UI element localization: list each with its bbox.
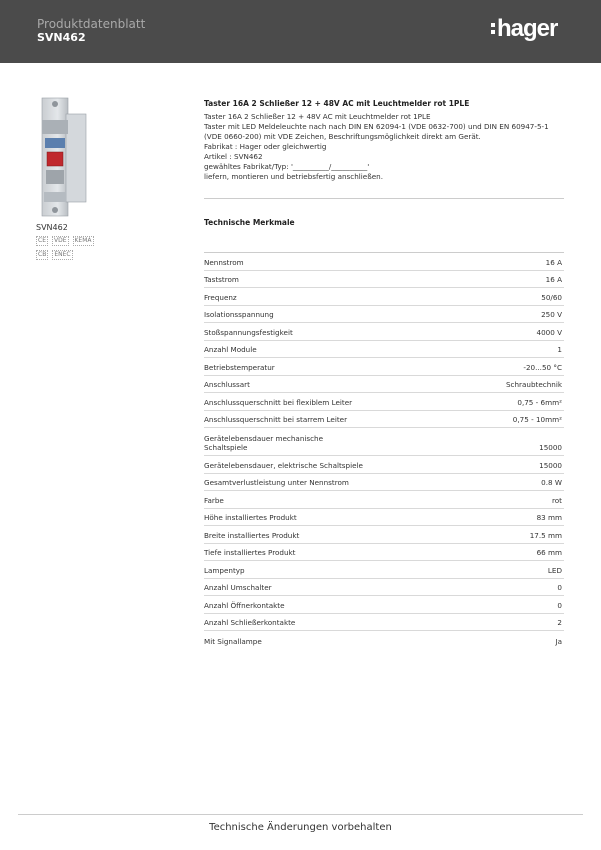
description-line: Fabrikat : Hager oder gleichwertig xyxy=(204,142,327,151)
spec-value: 0.8 W xyxy=(541,478,562,487)
spec-label: Nennstrom xyxy=(204,257,244,267)
table-row xyxy=(204,526,564,544)
spec-value: 2 xyxy=(557,618,562,627)
spec-label: Taststrom xyxy=(204,275,239,284)
table-row xyxy=(204,271,564,289)
spec-value: 15000 xyxy=(539,460,562,470)
spec-value: 16 A xyxy=(545,275,562,284)
spec-label: Anzahl Schließerkontakte xyxy=(204,618,296,627)
cb-mark-icon: CB xyxy=(38,251,47,258)
table-row xyxy=(204,253,564,271)
ce-mark-icon: CE xyxy=(38,237,46,244)
logo-mark-icon xyxy=(491,20,495,38)
spec-label: Isolationsspannung xyxy=(204,310,274,319)
vde-mark-icon: VDE xyxy=(53,237,67,244)
table-row xyxy=(204,544,564,562)
product-title: Taster 16A 2 Schließer 12 + 48V AC mit Leuchtmelder rot 1PLE xyxy=(204,99,470,108)
spec-value: LED xyxy=(547,565,562,575)
table-row xyxy=(204,474,564,492)
spec-value: 1 xyxy=(557,345,562,354)
product-caption: SVN462 xyxy=(36,223,68,232)
spec-label: Anzahl Öffnerkontakte xyxy=(204,600,285,610)
spec-label: Anschlussquerschnitt bei starrem Leiter xyxy=(204,415,348,424)
spec-label: Tiefe installiertes Produkt xyxy=(204,548,296,557)
spec-value: 250 V xyxy=(541,310,562,319)
spec-label: Höhe installiertes Produkt xyxy=(204,513,297,522)
table-row xyxy=(204,561,564,579)
spec-value: 15000 xyxy=(539,443,562,452)
description-line: (VDE 0660-200) mit VDE Zeichen, Beschriftungsmöglichkeit direkt am Gerät. xyxy=(204,132,481,141)
enec-mark-icon: ENEC xyxy=(54,251,71,258)
spec-label: Lampentyp xyxy=(204,565,245,575)
spec-label: Farbe xyxy=(204,495,224,505)
certification-icons xyxy=(36,236,94,246)
footer-divider xyxy=(18,814,583,815)
spec-label xyxy=(204,434,323,452)
document-type: Produktdatenblatt xyxy=(37,17,146,31)
description-line: Taster 16A 2 Schließer 12 + 48V AC mit Leuchtmelder rot 1PLE xyxy=(204,112,431,121)
spec-label: Mit Signallampe xyxy=(204,636,262,646)
spec-value: 66 mm xyxy=(536,548,562,557)
table-row xyxy=(204,596,564,614)
spec-value: 50/60 xyxy=(541,292,562,302)
table-row xyxy=(204,323,564,341)
section-divider xyxy=(204,198,564,199)
table-row xyxy=(204,411,564,429)
table-row xyxy=(204,306,564,324)
table-row xyxy=(204,456,564,474)
table-row xyxy=(204,393,564,411)
page-header xyxy=(0,0,601,63)
spec-label: Gerätelebensdauer, elektrische Schaltspiele xyxy=(204,460,363,470)
spec-value: 0 xyxy=(557,600,562,610)
tech-section-title: Technische Merkmale xyxy=(204,218,295,227)
product-image xyxy=(36,96,90,220)
hager-logo xyxy=(491,14,557,44)
spec-label: Betriebstemperatur xyxy=(204,362,275,372)
spec-value: 4000 V xyxy=(536,327,562,337)
spec-table xyxy=(204,253,564,649)
spec-label: Breite installiertes Produkt xyxy=(204,530,300,540)
spec-label: Frequenz xyxy=(204,292,237,302)
table-row xyxy=(204,428,564,456)
spec-label: Anzahl Module xyxy=(204,345,257,354)
spec-value: 0,75 - 10mm² xyxy=(512,415,562,424)
spec-value: -20...50 °C xyxy=(523,362,562,372)
spec-label-line2: Schaltspiele xyxy=(204,443,248,452)
logo-wordmark: hager xyxy=(497,15,558,42)
spec-label: Anzahl Umschalter xyxy=(204,583,272,592)
table-row xyxy=(204,631,564,649)
spec-value: 16 A xyxy=(545,257,562,267)
table-row xyxy=(204,491,564,509)
spec-value: 0,75 - 6mm² xyxy=(517,397,562,407)
spec-value: Ja xyxy=(555,636,562,646)
spec-label: Gesamtverlustleistung unter Nennstrom xyxy=(204,478,349,487)
table-row xyxy=(204,376,564,394)
footer-disclaimer: Technische Änderungen vorbehalten xyxy=(209,822,392,833)
certification-icons-row2 xyxy=(36,250,73,260)
description-line: gewähltes Fabrikat/Typ: '__________/__________' xyxy=(204,162,370,171)
spec-label: Stoßspannungsfestigkeit xyxy=(204,327,293,337)
kema-mark-icon: KEMA xyxy=(74,237,92,244)
description-line: liefern, montieren und betriebsfertig anschließen. xyxy=(204,172,383,181)
spec-value: 17.5 mm xyxy=(529,530,562,540)
table-row xyxy=(204,288,564,306)
product-description xyxy=(204,112,566,182)
table-row xyxy=(204,358,564,376)
spec-label-line1: Gerätelebensdauer mechanische xyxy=(204,434,324,443)
spec-value: rot xyxy=(551,495,562,505)
description-line: Artikel : SVN462 xyxy=(204,152,263,161)
spec-value: 0 xyxy=(557,583,562,592)
spec-label: Anschlussquerschnitt bei flexiblem Leiter xyxy=(204,397,353,407)
table-row xyxy=(204,509,564,527)
description-line: Taster mit LED Meldeleuchte nach nach DIN EN 62094-1 (VDE 0632-700) und DIN EN 60947-5-1 xyxy=(204,122,549,131)
document-product-id: SVN462 xyxy=(37,31,86,44)
spec-value: 83 mm xyxy=(536,513,562,522)
spec-label: Anschlussart xyxy=(204,380,250,389)
spec-value: Schraubtechnik xyxy=(505,380,562,389)
table-row xyxy=(204,614,564,632)
table-row xyxy=(204,341,564,359)
table-row xyxy=(204,579,564,597)
